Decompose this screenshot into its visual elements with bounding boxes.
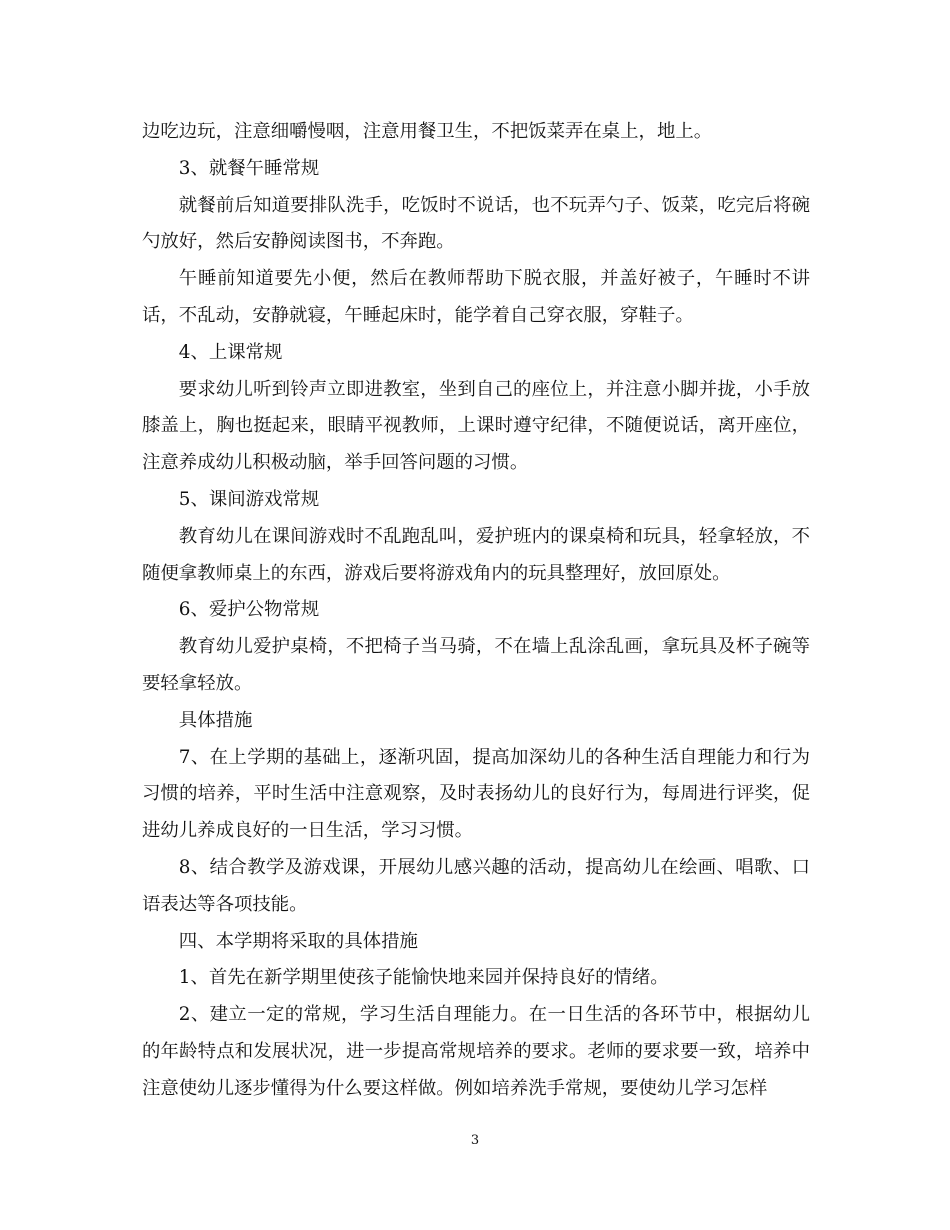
paragraph: 8、结合教学及游戏课，开展幼儿感兴趣的活动，提高幼儿在绘画、唱歌、口语表达等各项技能。 — [142, 856, 810, 915]
paragraph: 3、就餐午睡常规 — [178, 157, 320, 179]
paragraph: 教育幼儿爱护桌椅，不把椅子当马骑，不在墙上乱涂乱画，拿玩具及杯子碗等要轻拿轻放。 — [142, 636, 810, 694]
paragraph: 边吃边玩，注意细嚼慢咽，注意用餐卫生，不把饭菜弄在桌上，地上。 — [142, 121, 713, 142]
paragraph: 具体措施 — [178, 709, 253, 731]
body-text — [142, 114, 810, 1108]
paragraph: 要求幼儿听到铃声立即进教室，坐到自己的座位上，并注意小脚并拢，小手放膝盖上，胸也挺起来，眼睛平视教师，上课时遵守纪律，不随便说话，离开座位，注意养成幼儿积极动脑，举手回答问题的习惯。 — [142, 378, 810, 474]
paragraph: 教育幼儿在课间游戏时不乱跑乱叫，爱护班内的课桌椅和玩具，轻拿轻放，不随便拿教师桌上的东西，游戏后要将游戏角内的玩具整理好，放回原处。 — [142, 525, 810, 584]
paragraph: 4、上课常规 — [178, 341, 283, 363]
paragraph: 5、课间游戏常规 — [178, 488, 320, 510]
paragraph: 1、首先在新学期里使孩子能愉快地来园并保持良好的情绪。 — [178, 967, 669, 989]
paragraph: 四、本学期将采取的具体措施 — [178, 930, 418, 952]
paragraph: 午睡前知道要先小便，然后在教师帮助下脱衣服，并盖好被子，午睡时不讲话，不乱动，安静就寝，午睡起床时，能学着自己穿衣服，穿鞋子。 — [142, 268, 810, 326]
page-number: 3 — [470, 1133, 480, 1148]
paragraph: 7、在上学期的基础上，逐渐巩固，提高加深幼儿的各种生活自理能力和行为习惯的培养，平时生活中注意观察，及时表扬幼儿的良好行为，每周进行评奖，促进幼儿养成良好的一日生活，学习习惯。 — [142, 746, 810, 842]
paragraph: 就餐前后知道要排队洗手，吃饭时不说话，也不玩弄勺子、饭菜，吃完后将碗勺放好，然后安静阅读图书，不奔跑。 — [142, 194, 810, 253]
paragraph: 6、爱护公物常规 — [178, 599, 320, 621]
paragraph: 2、建立一定的常规，学习生活自理能力。在一日生活的各环节中，根据幼儿的年龄特点和发展状况，进一步提高常规培养的要求。老师的要求要一致，培养中注意使幼儿逐步懂得为什么要这样做。例如培养洗手常规，要使幼儿学习怎样 — [142, 1004, 810, 1099]
